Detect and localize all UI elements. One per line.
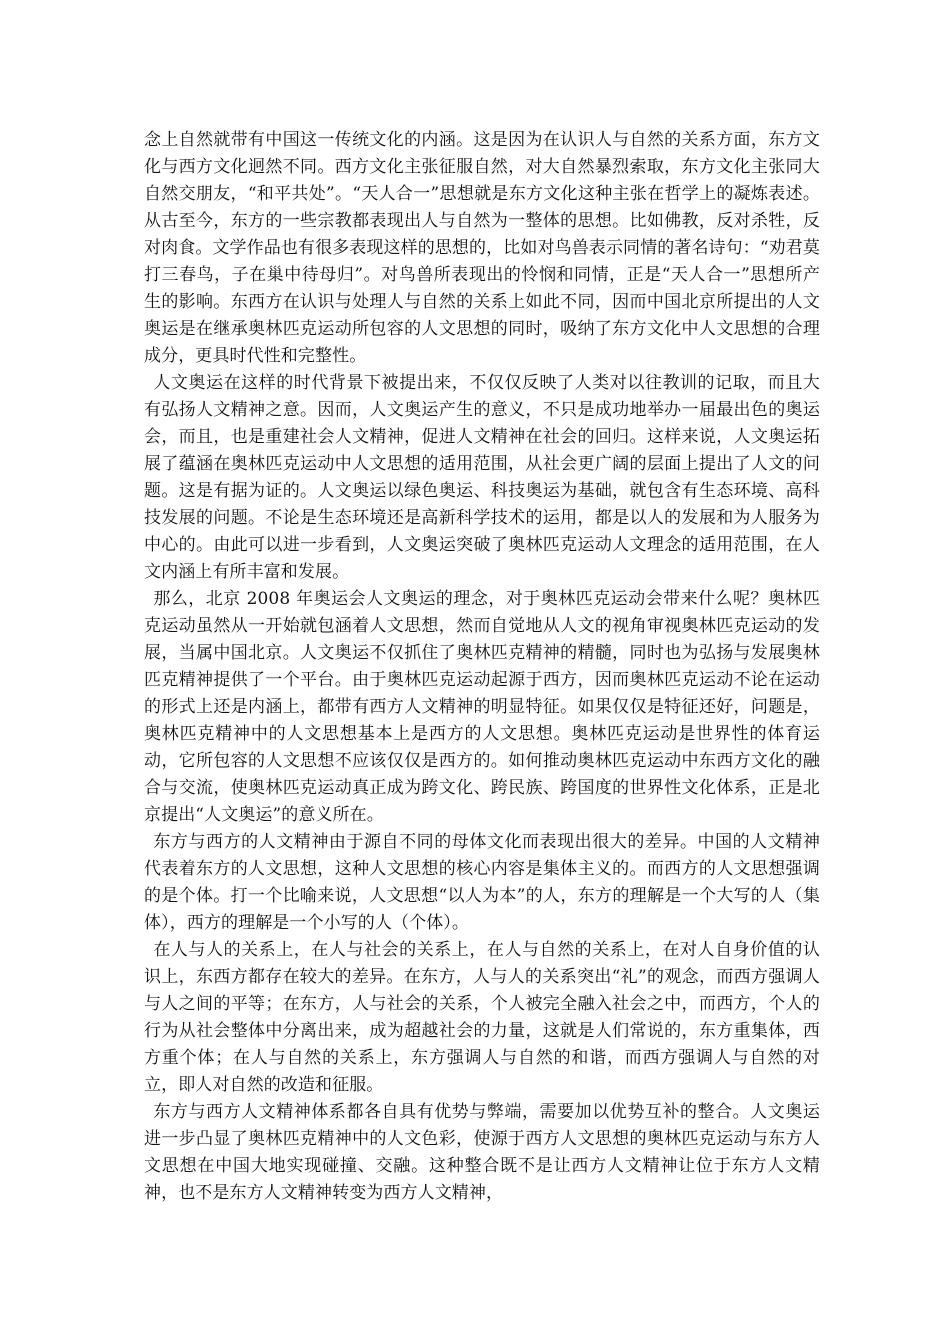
paragraph-6: 东方与西方人文精神体系都各自具有优势与弊端，需要加以优势互补的整合。人文奥运进一步凸显了奥林匹克精神中的人文色彩，使源于西方人文思想的奥林匹克运动与东方人文思想在中国大地实现碰撞、交融。这种整合既不是让西方人文精神让位于东方人文精神，也不是东方人文精神转变为西方人文精神， (144, 1102, 820, 1203)
document-body (144, 127, 820, 1207)
paragraph-2: 人文奥运在这样的时代背景下被提出来，不仅仅反映了人类对以往教训的记取，而且大有弘扬人文精神之意。因而，人文奥运产生的意义，不只是成功地举办一届最出色的奥运会，而且，也是重建社会人文精神，促进人文精神在社会的回归。这样来说，人文奥运拓展了蕴涵在奥林匹克运动中人文思想的适用范围，从社会更广阔的层面上提出了人文的问题。这是有据为证的。人文奥运以绿色奥运、科技奥运为基础，就包含有生态环境、高科技发展的问题。不论是生态环境还是高新科学技术的运用，都是以人的发展和为人服务为中心的。由此可以进一步看到，人文奥运突破了奥林匹克运动人文理念的适用范围，在人文内涵上有所丰富和发展。 (144, 373, 820, 582)
paragraph-3: 那么，北京 2008 年奥运会人文奥运的理念，对于奥林匹克运动会带来什么呢？奥林匹克运动虽然从一开始就包涵着人文思想，然而自觉地从人文的视角审视奥林匹克运动的发展，当属中国北京。人文奥运不仅抓住了奥林匹克精神的精髓，同时也为弘扬与发展奥林匹克精神提供了一个平台。由于奥林匹克运动起源于西方，因而奥林匹克运动不论在运动的形式上还是内涵上，都带有西方人文精神的明显特征。如果仅仅是特征还好，问题是，奥林匹克精神中的人文思想基本上是西方的人文思想。奥林匹克运动是世界性的体育运动，它所包容的人文思想不应该仅仅是西方的。如何推动奥林匹克运动中东西方文化的融合与交流，使奥林匹克运动真正成为跨文化、跨民族、跨国度的世界性文化体系，正是北京提出“人文奥运”的意义所在。 (144, 589, 820, 825)
paragraph-4: 东方与西方的人文精神由于源自不同的母体文化而表现出很大的差异。中国的人文精神代表着东方的人文思想，这种人文思想的核心内容是集体主义的。而西方的人文思想强调的是个体。打一个比喻来说，人文思想“以人为本”的人，东方的理解是一个大写的人（集体），西方的理解是一个小写的人（个体）。 (144, 832, 820, 933)
paragraph-1: 念上自然就带有中国这一传统文化的内涵。这是因为在认识人与自然的关系方面，东方文化与西方文化迥然不同。西方文化主张征服自然，对大自然暴烈索取，东方文化主张同大自然交朋友，“和平共处”。“天人合一”思想就是东方文化这种主张在哲学上的凝炼表述。从古至今，东方的一些宗教都表现出人与自然为一整体的思想。比如佛教，反对杀牲，反对肉食。文学作品也有很多表现这样的思想的，比如对鸟兽表示同情的著名诗句：“劝君莫打三春鸟，子在巢中待母归”。对鸟兽所表现出的怜悯和同情，正是“天人合一”思想所产生的影响。东西方在认识与处理人与自然的关系上如此不同，因而中国北京所提出的人文奥运是在继承奥林匹克运动所包容的人文思想的同时，吸纳了东方文化中人文思想的合理成分，更具时代性和完整性。 (144, 130, 820, 366)
paragraph-5: 在人与人的关系上，在人与社会的关系上，在人与自然的关系上，在对人自身价值的认识上，东西方都存在较大的差异。在东方，人与人的关系突出“礼”的观念，而西方强调人与人之间的平等；在东方，人与社会的关系，个人被完全融入社会之中，而西方，个人的行为从社会整体中分离出来，成为超越社会的力量，这就是人们常说的，东方重集体，西方重个体；在人与自然的关系上，东方强调人与自然的和谐，而西方强调人与自然的对立，即人对自然的改造和征服。 (144, 940, 820, 1095)
